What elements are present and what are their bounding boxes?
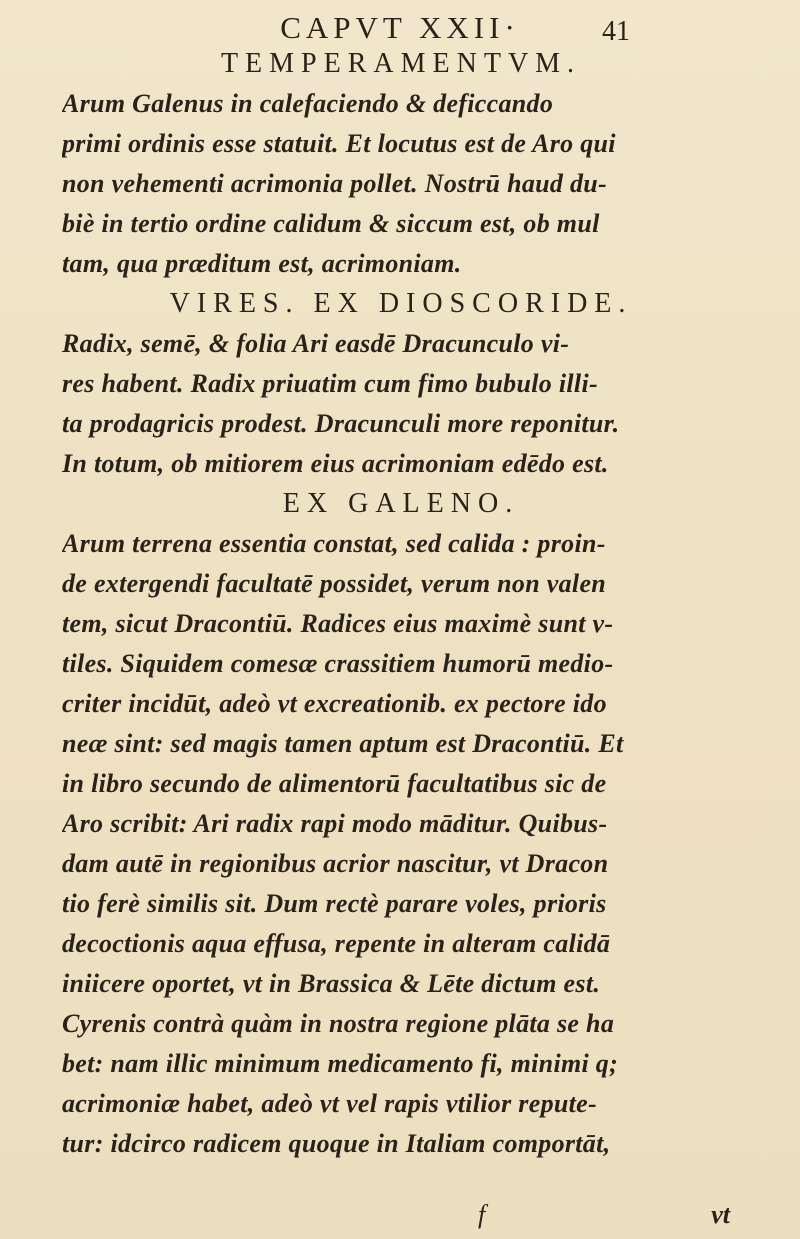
- text-line: biè in tertio ordine calidum & siccum est, ob mul: [62, 209, 600, 238]
- text-line: iniicere oportet, vt in Brassica & Lēte dictum est.: [62, 969, 601, 998]
- text-line: tam, qua præditum est, acrimoniam.: [62, 249, 462, 278]
- text-line: tem, sicut Dracontiū. Radices eius maximè sunt v-: [62, 609, 614, 638]
- text-line: tiles. Siquidem comesæ crassitiem humorū medio-: [62, 649, 614, 678]
- signature-mark: f: [478, 1200, 486, 1229]
- running-title: CAPVT XXII·: [280, 10, 520, 45]
- text-line: Arum Galenus in calefaciendo & deficcando: [62, 89, 554, 118]
- text-line: criter incidūt, adeò vt excreationib. ex pectore ido: [62, 689, 607, 718]
- section-heading: TEMPERAMENTVM.: [220, 48, 582, 79]
- text-line: non vehementi acrimonia pollet. Nostrū haud du-: [62, 169, 608, 198]
- section-heading: EX GALENO.: [282, 488, 520, 519]
- text-line: Cyrenis contrà quàm in nostra regione plāta se ha: [62, 1009, 615, 1038]
- text-line: bet: nam illic minimum medicamento fi, minimi q;: [62, 1049, 619, 1078]
- text-line: acrimoniæ habet, adeò vt vel rapis vtilior repute-: [62, 1089, 597, 1118]
- text-line: ta prodagricis prodest. Dracunculi more reponitur.: [62, 409, 620, 438]
- section-heading: VIRES. EX DIOSCORIDE.: [169, 288, 633, 319]
- text-line: Radix, semē, & folia Ari easdē Dracunculo vi-: [62, 329, 570, 358]
- text-line: primi ordinis esse statuit. Et locutus est de Aro qui: [62, 129, 616, 158]
- text-line: In totum, ob mitiorem eius acrimoniam edēdo est.: [62, 449, 609, 478]
- text-line: in libro secundo de alimentorū facultatibus sic de: [62, 769, 607, 798]
- catchword: vt: [711, 1200, 730, 1229]
- page-header: [0, 6, 800, 46]
- folio-number: 41: [602, 16, 630, 47]
- text-line: neæ sint: sed magis tamen aptum est Dracontiū. Et: [62, 729, 624, 758]
- text-line: de extergendi facultatē possidet, verum non valen: [62, 569, 607, 598]
- text-line: res habent. Radix priuatim cum fimo bubulo illi-: [62, 369, 598, 398]
- text-line: tur: idcirco radicem quoque in Italiam comportāt,: [62, 1129, 611, 1158]
- text-line: Arum terrena essentia constat, sed calida : proin-: [62, 529, 606, 558]
- text-line: dam autē in regionibus acrior nascitur, vt Dracon: [62, 849, 609, 878]
- text-line: tio ferè similis sit. Dum rectè parare voles, prioris: [62, 889, 607, 918]
- text-line: decoctionis aqua effusa, repente in alteram calidā: [62, 929, 611, 958]
- text-line: Aro scribit: Ari radix rapi modo māditur. Quibus-: [62, 809, 608, 838]
